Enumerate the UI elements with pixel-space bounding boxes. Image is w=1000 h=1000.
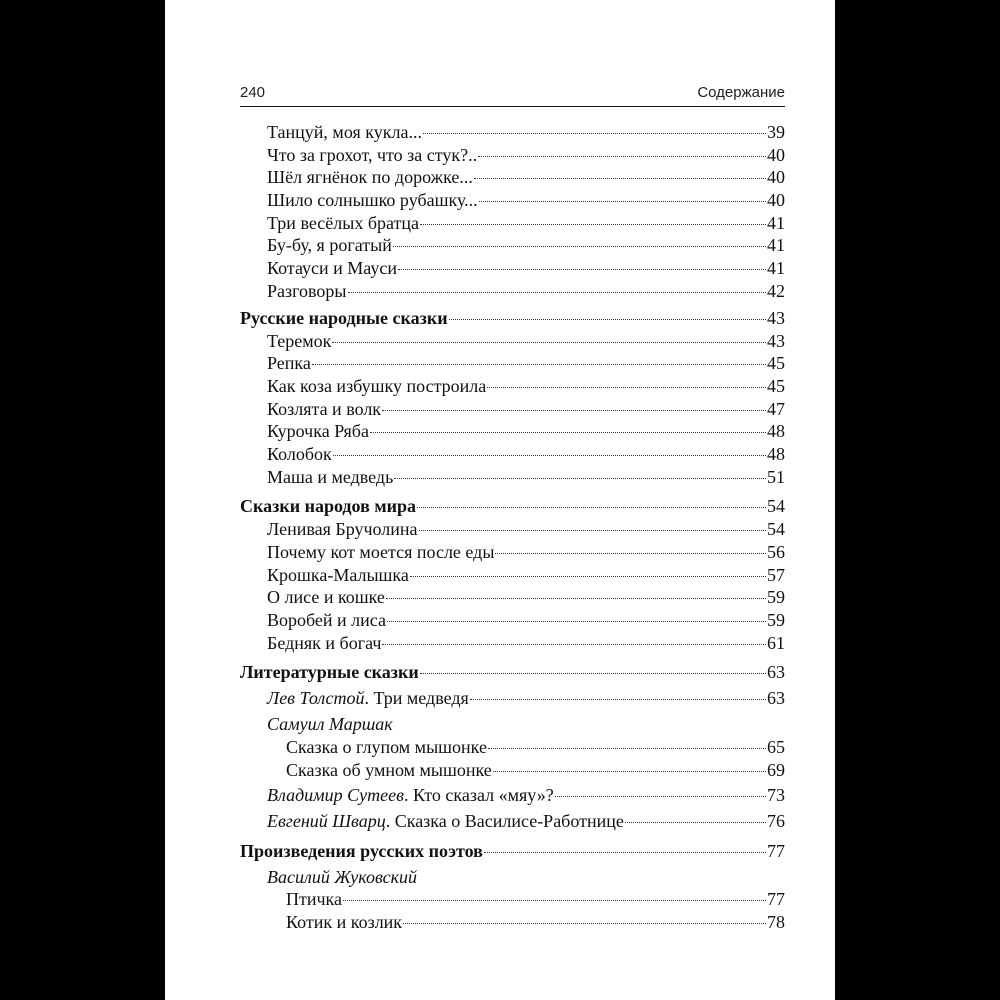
toc-page-number: 65 [767, 736, 785, 757]
toc-entry-title [267, 280, 347, 303]
toc-entry-text: Сказки народов мира [240, 496, 416, 517]
toc-entry-title [267, 564, 409, 587]
toc-entry-title [267, 189, 478, 212]
toc-page-number: 77 [767, 889, 785, 910]
toc-page-number: 43 [767, 307, 785, 328]
toc-entry [240, 810, 785, 833]
dot-leader [382, 644, 766, 645]
toc-entry [240, 352, 785, 375]
dot-leader [312, 364, 766, 365]
toc-entry-text: Птичка [286, 889, 343, 910]
toc-entry-text: Русские народные сказки [240, 307, 448, 328]
dot-leader [484, 852, 766, 853]
dot-leader [474, 178, 766, 179]
dot-leader [488, 748, 766, 749]
toc-entry-author: Владимир Сутеев [267, 785, 404, 806]
toc-entry-text: . Сказка о Василисе-Работнице [385, 810, 624, 831]
toc-entry-title [240, 660, 419, 684]
toc-page-number: 51 [767, 466, 785, 487]
toc-entry-text: Ленивая Бручолина [267, 519, 418, 540]
toc-page-number: 48 [767, 443, 785, 464]
toc-page-number: 41 [767, 212, 785, 233]
toc-entry-title [267, 330, 331, 353]
toc-entry [240, 466, 785, 489]
toc-entry [240, 632, 785, 655]
dot-leader [470, 699, 766, 700]
toc-entry [240, 257, 785, 280]
toc-entry-text: Репка [267, 353, 311, 374]
toc-entry-title [267, 257, 397, 280]
dot-leader [410, 576, 766, 577]
toc-entry-text: Как коза избушку построила [267, 375, 487, 396]
toc-entry-title [267, 121, 422, 144]
toc-page-number: 63 [767, 688, 785, 709]
toc-entry [240, 866, 785, 889]
toc-entry-title [267, 212, 419, 235]
toc-entry-text: Разговоры [267, 280, 347, 301]
toc-entry-text: Произведения русских поэтов [240, 840, 483, 861]
toc-entry [240, 121, 785, 144]
toc-page-number: 57 [767, 564, 785, 585]
toc-entry [240, 564, 785, 587]
toc-entry-title [267, 586, 385, 609]
toc-entry-text: Маша и медведь [267, 466, 394, 487]
toc-entry-title [267, 234, 392, 257]
toc-page-number: 43 [767, 330, 785, 351]
toc-page-number: 69 [767, 759, 785, 780]
toc-entry-title [267, 687, 469, 710]
toc-entry-text: Козлята и волк [267, 398, 382, 419]
toc-entry-text: Танцуй, моя кукла... [267, 122, 422, 142]
toc-entry-title [286, 888, 342, 911]
toc-entry [240, 609, 785, 632]
toc-entry-title [267, 375, 486, 398]
toc-entry [240, 398, 785, 421]
toc-page-number: 45 [767, 353, 785, 374]
dot-leader [332, 342, 766, 343]
toc-entry-text: Сказка об умном мышонке [286, 759, 492, 780]
dot-leader [348, 292, 766, 293]
toc-entry [240, 586, 785, 609]
toc-section-heading [240, 494, 785, 518]
dot-leader [382, 410, 766, 411]
toc-page-number: 77 [767, 840, 785, 861]
toc-entry-title [267, 466, 393, 489]
toc-page-number: 54 [767, 496, 785, 517]
toc-page-number: 47 [767, 398, 785, 419]
running-title: Содержание [697, 84, 785, 101]
toc-entry [240, 189, 785, 212]
toc-entry-title [267, 443, 332, 466]
toc-entry [240, 330, 785, 353]
toc-entry-title [286, 736, 487, 759]
toc-page-number: 40 [767, 144, 785, 165]
running-header [240, 80, 785, 107]
toc-entry-text: Что за грохот, что за стук?.. [267, 144, 478, 165]
toc-entry-title [267, 866, 417, 889]
toc-page-number: 48 [767, 421, 785, 442]
toc-entry-title [240, 306, 448, 330]
toc-entry-title [267, 420, 369, 443]
dot-leader [417, 507, 766, 508]
toc-entry-title [267, 810, 624, 833]
toc-entry-title [286, 759, 492, 782]
page-number: 240 [240, 84, 266, 101]
toc-entry-title [267, 144, 477, 167]
dot-leader [394, 478, 766, 479]
toc-page-number: 54 [767, 519, 785, 540]
dot-leader [419, 530, 766, 531]
toc-entry-text: Шёл ягнёнок по дорожке... [267, 167, 473, 188]
toc-entry-text: Три весёлых братца [267, 212, 419, 233]
toc-entry [240, 888, 785, 911]
toc-entry [240, 375, 785, 398]
dot-leader [403, 923, 766, 924]
toc-entry [240, 541, 785, 564]
toc-entry-title [267, 609, 386, 632]
toc-page-number: 42 [767, 280, 785, 301]
toc-page-number: 73 [767, 785, 785, 806]
toc-entry-title [267, 541, 494, 564]
dot-leader [420, 224, 766, 225]
toc-entry-text: . Три медведя [364, 688, 469, 709]
dot-leader [398, 269, 766, 270]
dot-leader [423, 133, 766, 134]
dot-leader [387, 621, 766, 622]
toc-page-number: 78 [767, 911, 785, 932]
toc-entry-title [286, 911, 402, 934]
toc-entry-text: Шило солнышко рубашку... [267, 190, 478, 211]
toc-page-number: 41 [767, 235, 785, 256]
toc-page-number: 63 [767, 662, 785, 683]
toc-entry-text: Курочка Ряба [267, 421, 369, 442]
toc-entry-author: Евгений Шварц [267, 810, 386, 831]
toc-entry-author: Лев Толстой [267, 688, 365, 709]
dot-leader [487, 387, 766, 388]
dot-leader [386, 598, 766, 599]
toc-entry [240, 784, 785, 807]
toc-entry-text: Воробей и лиса [267, 610, 386, 631]
toc-entry [240, 166, 785, 189]
dot-leader [479, 201, 766, 202]
toc-page-number: 39 [767, 122, 785, 142]
toc-entry-text: Сказка о глупом мышонке [286, 736, 487, 757]
toc-page-number: 76 [767, 810, 785, 831]
toc-entry-title [267, 784, 554, 807]
toc-entry-title [267, 518, 418, 541]
toc-entry-title [267, 166, 473, 189]
toc-entry [240, 234, 785, 257]
toc-section-heading [240, 306, 785, 330]
dot-leader [393, 246, 766, 247]
book-page [165, 0, 835, 1000]
toc-entry [240, 759, 785, 782]
toc-entry [240, 443, 785, 466]
toc-entry-text: Колобок [267, 443, 332, 464]
toc-entry-author: Василий Жуковский [267, 866, 417, 887]
toc-entry-title [240, 494, 416, 518]
dot-leader [449, 319, 766, 320]
toc-entry-text: . Кто сказал «мяу»? [403, 785, 554, 806]
toc-entry [240, 212, 785, 235]
dot-leader [493, 771, 766, 772]
toc-entry-text: Котауси и Мауси [267, 258, 397, 279]
toc-entry-text: Бедняк и богач [267, 632, 382, 653]
toc-page-number: 40 [767, 167, 785, 188]
toc-section-heading [240, 660, 785, 684]
toc-entry-title [267, 352, 311, 375]
dot-leader [555, 796, 766, 797]
toc-entry-text: Котик и козлик [286, 911, 403, 932]
toc-entry [240, 687, 785, 710]
toc-entry-title [267, 713, 393, 736]
toc-entry-text: Крошка-Малышка [267, 564, 409, 585]
toc-page-number: 56 [767, 542, 785, 562]
dot-leader [333, 455, 766, 456]
toc-entry-text: О лисе и кошке [267, 587, 385, 608]
dot-leader [478, 156, 766, 157]
toc-entry [240, 518, 785, 541]
toc-entry-text: Бу-бу, я рогатый [267, 235, 392, 256]
dot-leader [420, 673, 766, 674]
toc-entry-text: Почему кот моется после еды [267, 542, 495, 562]
toc-entry [240, 911, 785, 934]
dot-leader [343, 900, 766, 901]
toc-page-number: 41 [767, 258, 785, 279]
toc-entry [240, 736, 785, 759]
toc-page-number: 59 [767, 610, 785, 631]
toc-entry [240, 420, 785, 443]
table-of-contents [240, 121, 785, 934]
toc-entry-text: Теремок [267, 330, 332, 351]
dot-leader [495, 553, 766, 554]
toc-page-number: 45 [767, 375, 785, 396]
toc-entry-text: Литературные сказки [240, 662, 419, 683]
dot-leader [625, 822, 766, 823]
toc-entry-title [240, 839, 483, 863]
toc-entry-title [267, 632, 381, 655]
toc-page-number: 40 [767, 190, 785, 211]
toc-page-number: 59 [767, 587, 785, 608]
toc-entry [240, 280, 785, 303]
toc-entry [240, 144, 785, 167]
toc-section-heading [240, 839, 785, 863]
toc-entry-author: Самуил Маршак [267, 714, 393, 735]
toc-entry-title [267, 398, 381, 421]
dot-leader [370, 432, 766, 433]
toc-entry [240, 713, 785, 736]
toc-page-number: 61 [767, 632, 785, 653]
